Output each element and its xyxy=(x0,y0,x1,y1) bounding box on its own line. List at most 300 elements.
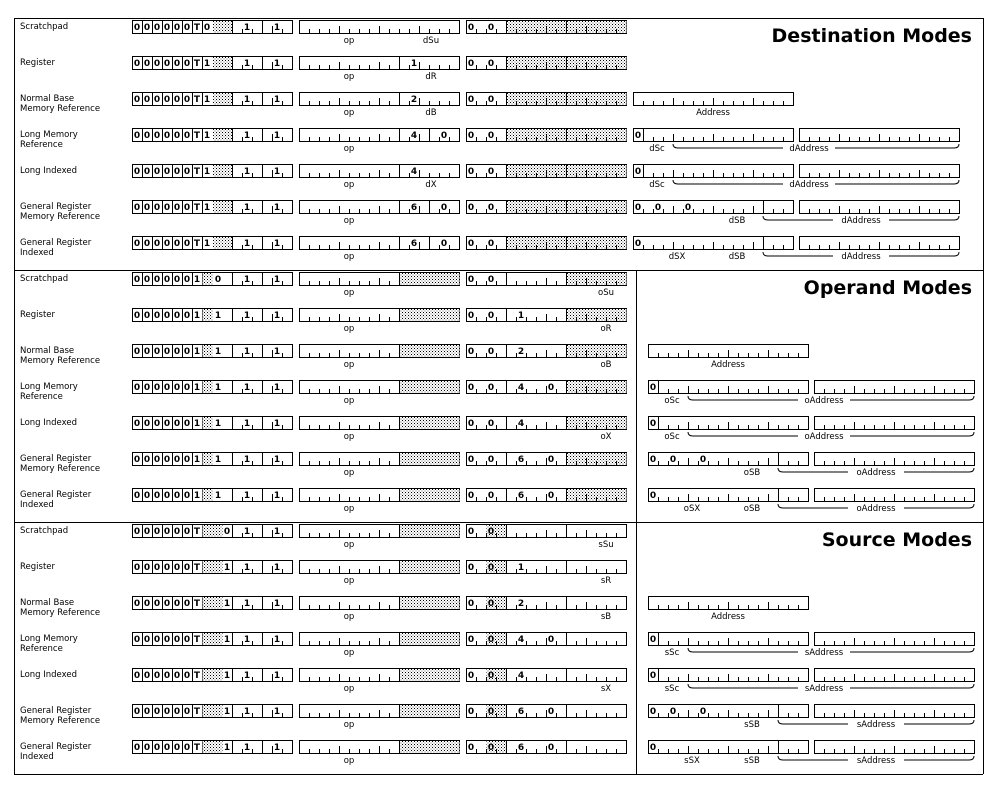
mode-bit: 0 xyxy=(467,491,475,501)
mode-label: Memory Reference xyxy=(20,104,101,114)
mode-bit: 0 xyxy=(487,239,495,249)
prefix-bit: 0 xyxy=(183,275,191,285)
prefix-bit: 0 xyxy=(163,383,171,393)
prefix-bit: 0 xyxy=(173,167,181,177)
prefix-bit: 0 xyxy=(163,95,171,105)
fixed-bit: 1 xyxy=(243,347,251,357)
field-label: dSc xyxy=(649,180,665,190)
prefix-bit: 0 xyxy=(183,95,191,105)
mode-bit: 0 xyxy=(487,131,495,141)
address-label: sAddress xyxy=(804,684,844,694)
section-title: Operand Modes xyxy=(803,277,972,299)
prefix-bit: T xyxy=(193,671,201,681)
prefix-bit: 0 xyxy=(153,455,161,465)
prefix-bit: 0 xyxy=(183,455,191,465)
op-label: op xyxy=(343,468,355,478)
prefix-bit: T xyxy=(193,95,201,105)
mode-label: General Register xyxy=(20,202,92,212)
mode-label: Indexed xyxy=(20,752,54,762)
prefix-bit: 0 xyxy=(153,707,161,717)
mode-bit: 0 xyxy=(487,23,495,33)
fixed-bit: 1 xyxy=(273,527,281,537)
shaded-field xyxy=(400,561,460,573)
mode-bit: 0 xyxy=(634,239,642,249)
prefix-bit: 0 xyxy=(173,239,181,249)
op-label: op xyxy=(343,108,355,118)
mode-row xyxy=(20,56,627,82)
mode-label: General Register xyxy=(20,490,92,500)
fixed-bit: 1 xyxy=(273,743,281,753)
prefix-bit: 0 xyxy=(143,491,151,501)
address-label: dAddress xyxy=(789,144,829,154)
prefix-bit: 0 xyxy=(173,491,181,501)
prefix-bit: 0 xyxy=(173,599,181,609)
op-label: op xyxy=(343,648,355,658)
fixed-bit: 1 xyxy=(243,383,251,393)
prefix-bit: T xyxy=(193,203,201,213)
shaded-field xyxy=(400,633,460,645)
shaded-field xyxy=(213,237,233,249)
prefix-bit: 0 xyxy=(183,527,191,537)
mode-row xyxy=(20,200,960,226)
op-label: op xyxy=(343,252,355,262)
mode-bit: 0 xyxy=(649,383,657,393)
mode-bit: 1 xyxy=(517,311,525,321)
prefix-bit: 0 xyxy=(183,347,191,357)
prefix-bit: 0 xyxy=(173,383,181,393)
fixed-bit: 1 xyxy=(243,527,251,537)
mode-bit: 1 xyxy=(214,347,222,357)
op-label: op xyxy=(343,144,355,154)
prefix-bit: T xyxy=(193,743,201,753)
mode-bit: 0 xyxy=(547,383,555,393)
prefix-bit: 0 xyxy=(183,59,191,69)
prefix-bit: 0 xyxy=(183,23,191,33)
mode-bit: 0 xyxy=(547,491,555,501)
prefix-bit: T xyxy=(193,59,201,69)
prefix-bit: 0 xyxy=(173,59,181,69)
section-destination-modes xyxy=(20,20,972,262)
prefix-bit: 0 xyxy=(163,527,171,537)
prefix-bit: 0 xyxy=(143,275,151,285)
address-label: dAddress xyxy=(841,216,881,226)
fixed-bit: 1 xyxy=(273,23,281,33)
mode-bit: 0 xyxy=(487,59,495,69)
fixed-bit: 1 xyxy=(243,23,251,33)
fixed-bit: 1 xyxy=(243,311,251,321)
mode-bit: 0 xyxy=(649,707,657,717)
prefix-bit: 0 xyxy=(153,167,161,177)
fixed-bit: 1 xyxy=(243,455,251,465)
address-label: Address xyxy=(696,108,730,118)
address-label: Address xyxy=(711,360,745,370)
mode-bit: 1 xyxy=(203,239,211,249)
prefix-bit: T xyxy=(193,239,201,249)
fixed-bit: 1 xyxy=(273,707,281,717)
prefix-bit: T xyxy=(193,23,201,33)
prefix-bit: 0 xyxy=(143,95,151,105)
mode-bit: 0 xyxy=(547,743,555,753)
prefix-bit: 0 xyxy=(183,491,191,501)
mode-bit: 0 xyxy=(467,167,475,177)
mode-label: Memory Reference xyxy=(20,356,101,366)
prefix-bit: T xyxy=(193,131,201,141)
prefix-bit: 0 xyxy=(163,23,171,33)
prefix-bit: 0 xyxy=(143,203,151,213)
prefix-bit: 0 xyxy=(173,23,181,33)
field-label: sSX xyxy=(684,756,700,766)
shaded-field xyxy=(203,597,223,609)
shaded-field xyxy=(213,57,233,69)
field-label: sSc xyxy=(664,648,680,658)
mode-row xyxy=(20,452,975,478)
shaded-field xyxy=(203,381,213,393)
mode-label: Memory Reference xyxy=(20,464,101,474)
shaded-field xyxy=(213,93,233,105)
fixed-bit: 1 xyxy=(243,599,251,609)
op-label: op xyxy=(343,612,355,622)
shaded-field xyxy=(400,309,460,321)
field-label: dB xyxy=(425,108,437,118)
prefix-bit: 0 xyxy=(163,491,171,501)
prefix-bit: 0 xyxy=(143,527,151,537)
mode-row xyxy=(20,20,627,46)
address-label: sAddress xyxy=(804,648,844,658)
mode-bit: 0 xyxy=(649,635,657,645)
prefix-bit: 0 xyxy=(133,23,141,33)
prefix-bit: 0 xyxy=(143,599,151,609)
mode-bit: 0 xyxy=(487,743,495,753)
prefix-bit: 0 xyxy=(133,635,141,645)
mode-row xyxy=(20,740,975,766)
mode-label: Reference xyxy=(20,392,63,402)
shaded-field xyxy=(400,273,460,285)
field-label: oSc xyxy=(664,396,680,406)
prefix-bit: 1 xyxy=(193,311,201,321)
prefix-bit: 1 xyxy=(193,383,201,393)
prefix-bit: 0 xyxy=(183,563,191,573)
fixed-bit: 1 xyxy=(243,491,251,501)
op-label: op xyxy=(343,180,355,190)
mode-label: Long Indexed xyxy=(20,166,78,176)
mode-nibble: 2 xyxy=(410,95,418,105)
shaded-field xyxy=(213,201,233,213)
fixed-bit: 1 xyxy=(273,131,281,141)
prefix-bit: 0 xyxy=(173,131,181,141)
address-label: sAddress xyxy=(856,720,896,730)
mode-nibble: 0 xyxy=(440,131,448,141)
prefix-bit: 0 xyxy=(163,239,171,249)
prefix-bit: 0 xyxy=(183,239,191,249)
prefix-bit: 0 xyxy=(183,131,191,141)
field-label: oSc xyxy=(664,432,680,442)
mode-label: Normal Base xyxy=(20,346,75,356)
prefix-bit: 0 xyxy=(173,563,181,573)
prefix-bit: 0 xyxy=(143,671,151,681)
fixed-bit: 1 xyxy=(273,599,281,609)
mode-bit: 0 xyxy=(467,599,475,609)
field-label: oSB xyxy=(743,468,761,478)
prefix-bit: 0 xyxy=(183,383,191,393)
mode-bit: 2 xyxy=(517,347,525,357)
mode-bit: 0 xyxy=(487,275,495,285)
mode-nibble: 4 xyxy=(410,131,418,141)
prefix-bit: 0 xyxy=(153,491,161,501)
mode-bit: 4 xyxy=(517,383,525,393)
fixed-bit: 1 xyxy=(243,563,251,573)
field-label: dSB xyxy=(728,252,746,262)
address-label: dAddress xyxy=(789,180,829,190)
shaded-field xyxy=(400,741,460,753)
prefix-bit: 0 xyxy=(143,311,151,321)
op-label: op xyxy=(343,36,355,46)
address-label: dAddress xyxy=(841,252,881,262)
prefix-bit: 0 xyxy=(163,635,171,645)
mode-bit: 1 xyxy=(203,167,211,177)
prefix-bit: 0 xyxy=(153,311,161,321)
prefix-bit: 0 xyxy=(133,599,141,609)
shaded-field xyxy=(400,669,460,681)
mode-bit: 0 xyxy=(487,527,495,537)
mode-row xyxy=(20,488,975,514)
prefix-bit: 0 xyxy=(143,635,151,645)
op-label: op xyxy=(343,216,355,226)
prefix-bit: 0 xyxy=(163,275,171,285)
prefix-bit: 0 xyxy=(153,347,161,357)
mode-bit: 1 xyxy=(214,311,222,321)
prefix-bit: T xyxy=(193,527,201,537)
prefix-bit: 0 xyxy=(153,131,161,141)
field-label: oSX xyxy=(683,504,701,514)
op-label: op xyxy=(343,396,355,406)
mode-row xyxy=(20,128,960,154)
field-label: sB xyxy=(600,612,612,622)
op-label: op xyxy=(343,756,355,766)
mode-bit: 6 xyxy=(517,491,525,501)
prefix-bit: 0 xyxy=(153,527,161,537)
prefix-bit: 0 xyxy=(173,419,181,429)
prefix-bit: 0 xyxy=(133,275,141,285)
prefix-bit: 0 xyxy=(133,167,141,177)
mode-label: Reference xyxy=(20,644,63,654)
mode-label: Indexed xyxy=(20,500,54,510)
fixed-bit: 1 xyxy=(243,167,251,177)
prefix-bit: 0 xyxy=(133,671,141,681)
shaded-field xyxy=(400,597,460,609)
mode-label: Scratchpad xyxy=(20,274,69,284)
mode-row xyxy=(20,308,627,334)
mode-bit: 1 xyxy=(203,95,211,105)
mode-bit: 0 xyxy=(467,635,475,645)
prefix-bit: 0 xyxy=(163,419,171,429)
prefix-bit: T xyxy=(193,599,201,609)
prefix-bit: 0 xyxy=(173,347,181,357)
mode-label: General Register xyxy=(20,706,92,716)
shaded-field xyxy=(203,453,213,465)
mode-label: Long Indexed xyxy=(20,418,78,428)
mode-bit: 0 xyxy=(547,707,555,717)
prefix-bit: 0 xyxy=(163,59,171,69)
prefix-bit: 1 xyxy=(193,347,201,357)
fixed-bit: 1 xyxy=(243,743,251,753)
prefix-bit: 0 xyxy=(183,419,191,429)
fixed-bit: 1 xyxy=(273,347,281,357)
shaded-field xyxy=(203,705,223,717)
mode-bit: 0 xyxy=(467,419,475,429)
prefix-bit: 0 xyxy=(173,95,181,105)
prefix-bit: 0 xyxy=(133,95,141,105)
shaded-field xyxy=(203,345,213,357)
shaded-field xyxy=(400,525,460,537)
address-label: Address xyxy=(711,612,745,622)
shaded-field xyxy=(203,741,223,753)
mode-row xyxy=(20,92,794,118)
prefix-bit: 0 xyxy=(163,563,171,573)
mode-bit: 1 xyxy=(223,671,231,681)
prefix-bit: 1 xyxy=(193,491,201,501)
fixed-bit: 1 xyxy=(273,311,281,321)
mode-bit: 0 xyxy=(487,563,495,573)
mode-bit: 0 xyxy=(487,95,495,105)
prefix-bit: 0 xyxy=(183,311,191,321)
mode-bit: 0 xyxy=(223,527,231,537)
prefix-bit: 0 xyxy=(143,455,151,465)
prefix-bit: 0 xyxy=(153,95,161,105)
section-operand-modes xyxy=(20,272,975,514)
prefix-bit: 0 xyxy=(153,239,161,249)
fixed-bit: 1 xyxy=(243,95,251,105)
field-label: sSB xyxy=(744,720,760,730)
prefix-bit: 0 xyxy=(143,59,151,69)
mode-label: Register xyxy=(20,562,55,572)
prefix-bit: 0 xyxy=(133,743,141,753)
prefix-bit: 0 xyxy=(143,347,151,357)
prefix-bit: 0 xyxy=(143,167,151,177)
prefix-bit: 0 xyxy=(133,347,141,357)
mode-bit: 6 xyxy=(517,707,525,717)
prefix-bit: 0 xyxy=(163,167,171,177)
mode-row xyxy=(20,524,627,550)
op-label: op xyxy=(343,360,355,370)
prefix-bit: 0 xyxy=(183,599,191,609)
mode-bit: 1 xyxy=(203,203,211,213)
fixed-bit: 1 xyxy=(243,635,251,645)
mode-nibble: 1 xyxy=(410,59,418,69)
shaded-field xyxy=(400,705,460,717)
prefix-bit: 0 xyxy=(163,743,171,753)
field-label: dSu xyxy=(422,36,440,46)
mode-label: Scratchpad xyxy=(20,22,69,32)
prefix-bit: 0 xyxy=(153,275,161,285)
section-title: Destination Modes xyxy=(771,25,972,47)
prefix-bit: 0 xyxy=(133,527,141,537)
field-label: sX xyxy=(600,684,612,694)
op-label: op xyxy=(343,576,355,586)
prefix-bit: 0 xyxy=(163,707,171,717)
mode-bit: 6 xyxy=(517,455,525,465)
fixed-bit: 1 xyxy=(243,707,251,717)
prefix-bit: 0 xyxy=(143,419,151,429)
mode-bit: 0 xyxy=(487,383,495,393)
fixed-bit: 1 xyxy=(273,383,281,393)
op-label: op xyxy=(343,288,355,298)
mode-label: Memory Reference xyxy=(20,212,101,222)
mode-bit: 1 xyxy=(223,563,231,573)
mode-row xyxy=(20,596,809,622)
mode-bit: 0 xyxy=(634,203,642,213)
mode-row xyxy=(20,560,627,586)
prefix-bit: 0 xyxy=(133,707,141,717)
mode-bit: 1 xyxy=(214,383,222,393)
field-label: sSu xyxy=(598,540,614,550)
fixed-bit: 1 xyxy=(273,635,281,645)
prefix-bit: 0 xyxy=(153,59,161,69)
mode-bit: 0 xyxy=(547,635,555,645)
prefix-bit: 0 xyxy=(163,311,171,321)
mode-nibble: 6 xyxy=(410,239,418,249)
prefix-bit: 0 xyxy=(163,203,171,213)
mode-bit: 0 xyxy=(487,419,495,429)
prefix-bit: 0 xyxy=(143,23,151,33)
prefix-bit: 0 xyxy=(133,59,141,69)
mode-label: Scratchpad xyxy=(20,526,69,536)
mode-bit: 0 xyxy=(649,455,657,465)
prefix-bit: T xyxy=(193,707,201,717)
mode-row xyxy=(20,272,627,298)
prefix-bit: 0 xyxy=(143,743,151,753)
prefix-bit: 0 xyxy=(163,347,171,357)
mode-row xyxy=(20,380,975,406)
mode-bit: 1 xyxy=(223,599,231,609)
prefix-bit: 0 xyxy=(183,671,191,681)
fixed-bit: 1 xyxy=(243,419,251,429)
mode-row xyxy=(20,164,960,190)
mode-bit: 0 xyxy=(487,347,495,357)
mode-row xyxy=(20,344,809,370)
prefix-bit: 0 xyxy=(173,671,181,681)
mode-bit: 1 xyxy=(203,59,211,69)
prefix-bit: 0 xyxy=(153,203,161,213)
mode-bit: 0 xyxy=(654,203,662,213)
op-label: op xyxy=(343,720,355,730)
prefix-bit: 0 xyxy=(173,311,181,321)
mode-nibble: 6 xyxy=(410,203,418,213)
shaded-field xyxy=(203,525,223,537)
shaded-field xyxy=(213,21,233,33)
address-label: sAddress xyxy=(856,756,896,766)
mode-bit: 0 xyxy=(634,131,642,141)
shaded-field xyxy=(400,453,460,465)
mode-label: Normal Base xyxy=(20,598,75,608)
field-label: dSX xyxy=(668,252,686,262)
prefix-bit: 0 xyxy=(143,707,151,717)
prefix-bit: 0 xyxy=(173,743,181,753)
field-label: sSB xyxy=(744,756,760,766)
mode-bit: 1 xyxy=(223,635,231,645)
mode-bit: 0 xyxy=(467,455,475,465)
prefix-bit: 0 xyxy=(133,131,141,141)
mode-bit: 0 xyxy=(669,707,677,717)
op-label: op xyxy=(343,684,355,694)
address-label: oAddress xyxy=(856,468,896,478)
mode-bit: 1 xyxy=(203,131,211,141)
mode-bit: 0 xyxy=(214,275,222,285)
fixed-bit: 1 xyxy=(273,59,281,69)
mode-bit: 0 xyxy=(203,23,211,33)
mode-bit: 0 xyxy=(467,383,475,393)
mode-bit: 1 xyxy=(214,455,222,465)
shaded-field xyxy=(203,417,213,429)
